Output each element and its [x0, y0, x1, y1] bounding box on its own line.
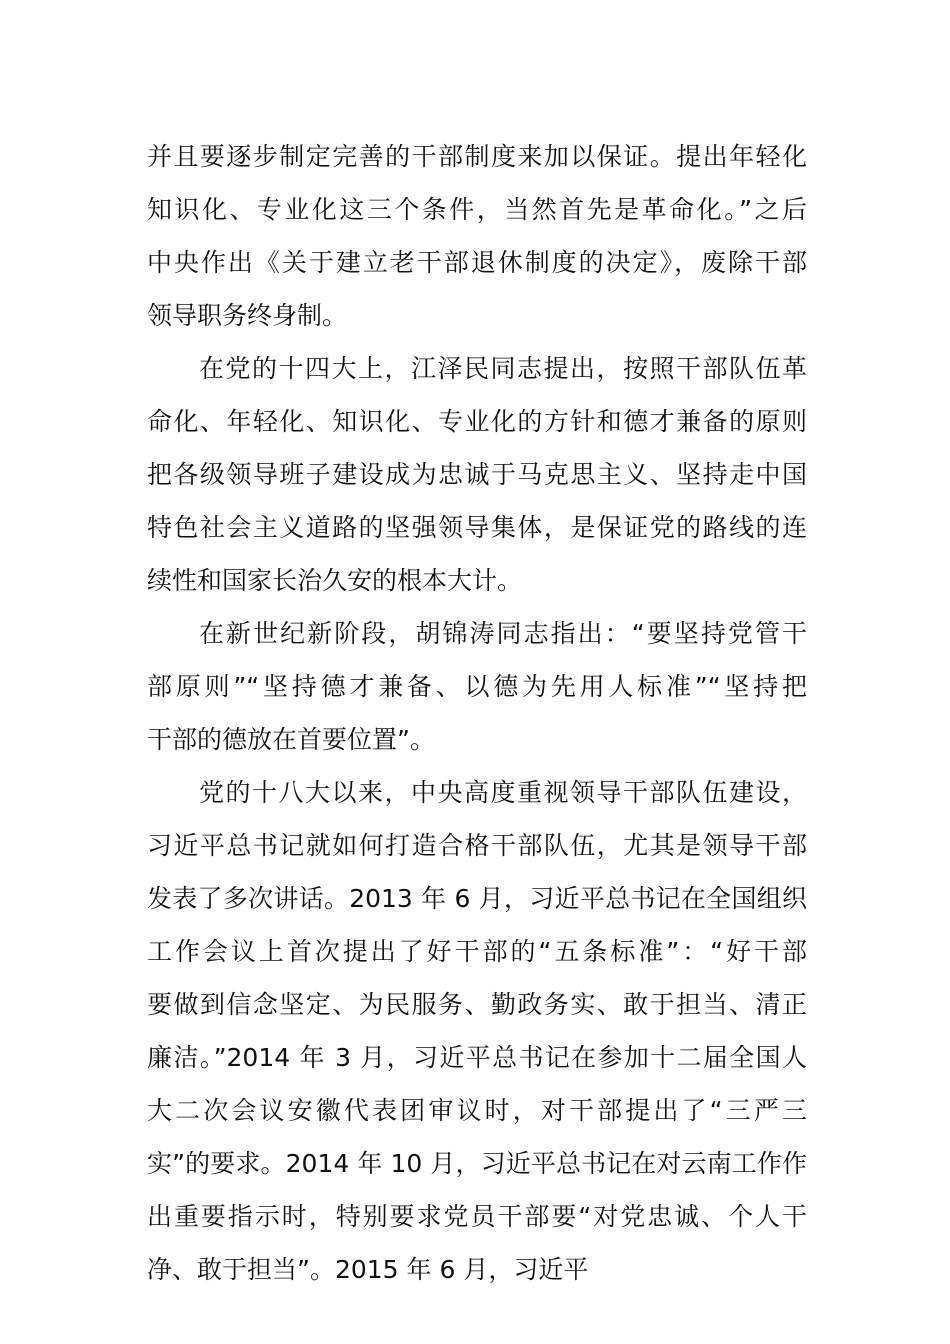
text-line: 工作会议上首次提出了好干部的“五条标准”：“好干部 [147, 937, 807, 966]
text-line: 知识化、专业化这三个条件，当然首先是革命化。”之后 [147, 195, 807, 224]
text-line: 要做到信念坚定、为民服务、勤政务实、敢于担当、清正 [147, 990, 807, 1019]
text-line: 续性和国家长治久安的根本大计。 [147, 566, 523, 595]
paragraph-first-line: 在新世纪新阶段，胡锦涛同志指出：“要坚持党管干 [199, 619, 807, 648]
text-line: 廉洁。”2014 年 3 月，习近平总书记在参加十二届全国人 [147, 1043, 807, 1072]
body-text [147, 130, 807, 1296]
text-line: 习近平总书记就如何打造合格干部队伍，尤其是领导干部 [147, 831, 807, 860]
text-line: 发表了多次讲话。2013 年 6 月，习近平总书记在全国组织 [147, 884, 807, 913]
text-line: 并且要逐步制定完善的干部制度来加以保证。提出年轻化 [147, 142, 807, 171]
text-line: 特色社会主义道路的坚强领导集体，是保证党的路线的连 [147, 513, 807, 542]
text-line: 大二次会议安徽代表团审议时，对干部提出了“三严三 [147, 1096, 807, 1125]
text-line: 中央作出《关于建立老干部退休制度的决定》，废除干部 [147, 248, 807, 277]
text-line: 命化、年轻化、知识化、专业化的方针和德才兼备的原则 [147, 407, 807, 436]
text-line: 把各级领导班子建设成为忠诚于马克思主义、坚持走中国 [147, 460, 807, 489]
text-line: 出重要指示时，特别要求党员干部要“对党忠诚、个人干 [147, 1202, 807, 1231]
text-line: 领导职务终身制。 [147, 301, 348, 330]
paragraph-first-line: 在党的十四大上，江泽民同志提出，按照干部队伍革 [199, 354, 807, 383]
paragraph-first-line: 党的十八大以来，中央高度重视领导干部队伍建设， [199, 778, 807, 807]
text-line: 净、敢于担当”。2015 年 6 月，习近平 [147, 1255, 589, 1284]
text-line: 部原则”“坚持德才兼备、以德为先用人标准”“坚持把 [147, 672, 807, 701]
text-line: 干部的德放在首要位置”。 [147, 725, 435, 754]
text-line: 实”的要求。2014 年 10 月，习近平总书记在对云南工作作 [147, 1149, 807, 1178]
